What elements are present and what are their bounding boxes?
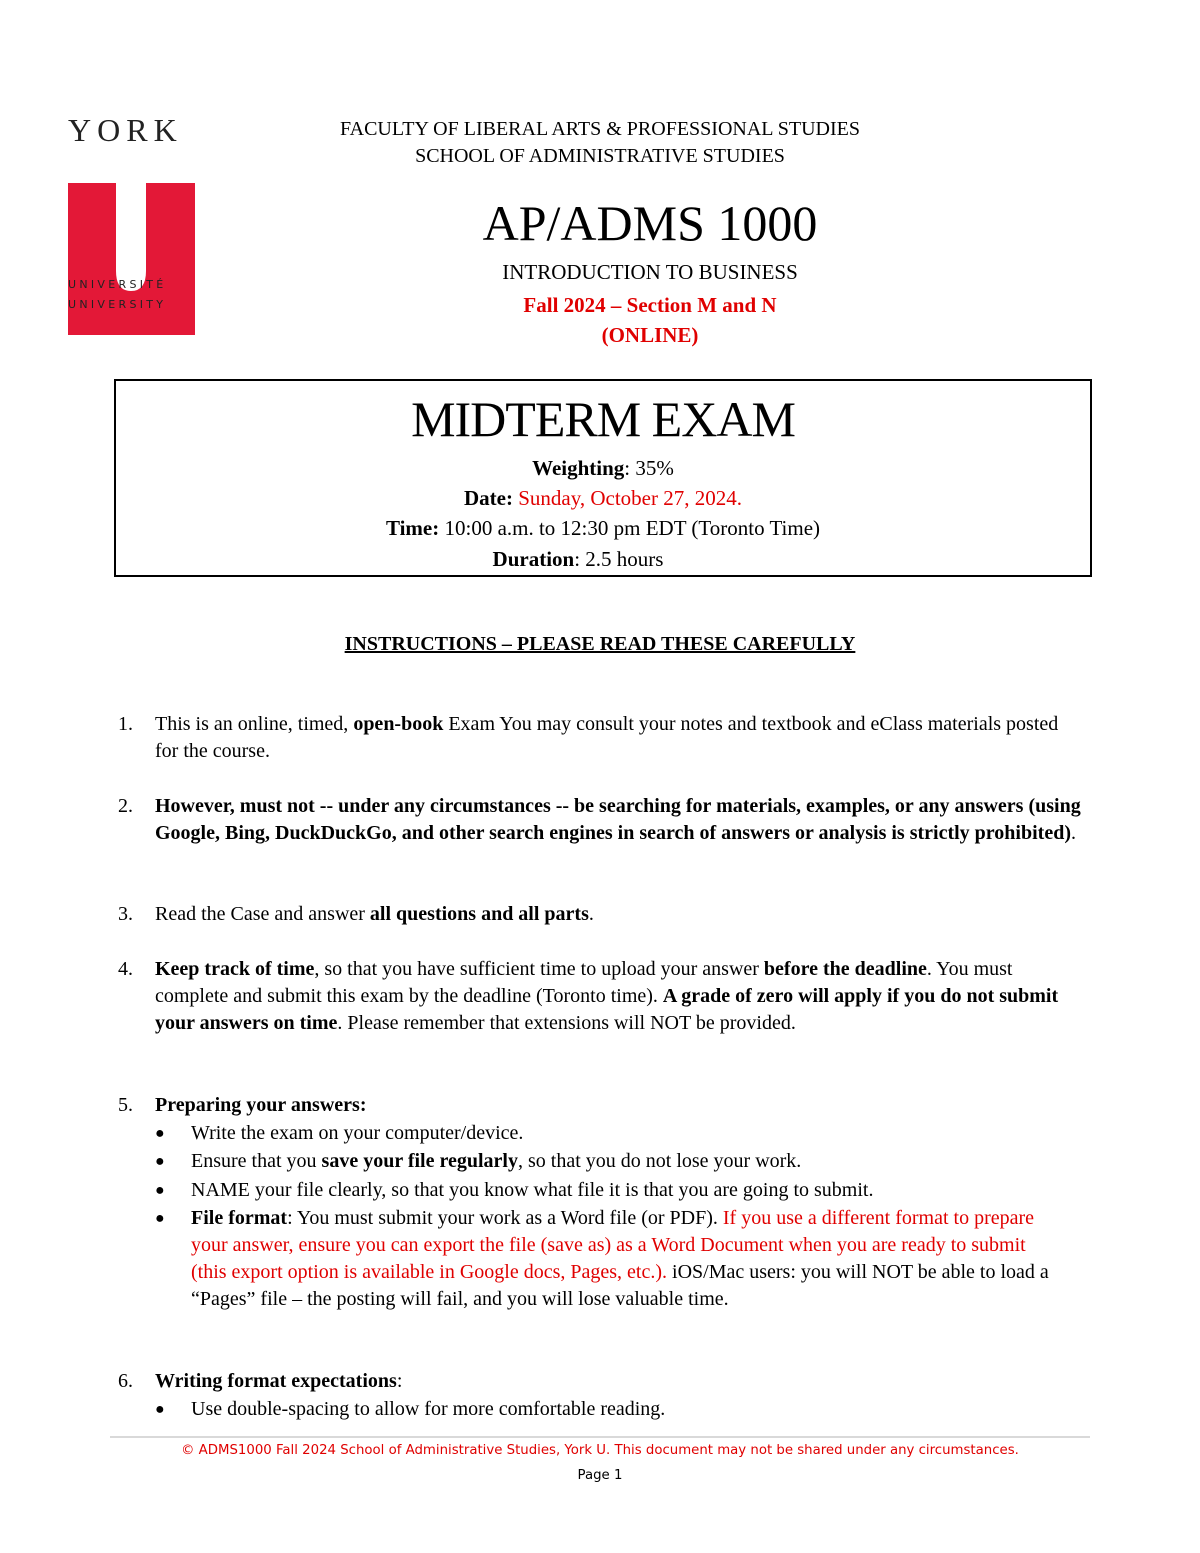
bullet-icon: ●: [155, 1401, 165, 1418]
bullet-text: Write the exam on your computer/device.: [191, 1122, 524, 1144]
faculty-header: [250, 116, 950, 170]
bullet-text: [191, 1148, 1086, 1175]
bullet4-red-text: If you use a different format to prepare your answer, ensure you can export the file (save as) as a Word Document when you are ready to submit (this export option is available in Google docs, Pages, etc.).: [191, 1207, 1035, 1283]
bullet4-text-b: iOS/Mac users: you will NOT be able to load a “Pages” file – the posting will fail, and you will lose valuable time.: [191, 1261, 1049, 1310]
bullet4-text-a: : You must submit your work as a Word file (or PDF).: [287, 1207, 723, 1229]
bullet-icon: ●: [155, 1182, 165, 1199]
item2-text-a: .: [1071, 822, 1076, 844]
item-number: 3.: [118, 903, 133, 925]
item6-title: Writing format expectations: [155, 1370, 397, 1392]
exam-info-box: [114, 379, 1092, 577]
weighting-label: Weighting: [532, 456, 625, 480]
logo-wordmark-university: UNIVERSITY: [68, 298, 167, 311]
duration-value: : 2.5 hours: [574, 547, 664, 571]
bullet4-bold: File format: [191, 1207, 288, 1229]
bullet2-text-a: Ensure that you: [191, 1150, 322, 1172]
date-label: Date:: [463, 486, 513, 510]
item4-bold-b: before the deadline: [763, 958, 927, 980]
item-number: 2.: [118, 795, 133, 817]
item4-text-b: . You must complete and submit this exam by the deadline (Toronto time).: [155, 958, 1013, 1007]
bullet-icon: ●: [155, 1210, 165, 1227]
course-mode: (ONLINE): [601, 323, 699, 347]
instruction-item-4: [118, 956, 1078, 1064]
item4-text-c: . Please remember that extensions will NOT be provided.: [337, 1012, 796, 1034]
york-university-logo: [68, 112, 198, 312]
course-code: AP/ADMS 1000: [482, 195, 818, 251]
bullet-icon: ●: [155, 1125, 165, 1142]
footer-copyright: © ADMS1000 Fall 2024 School of Administrative Studies, York U. This document may not be shared under any circumstances.: [181, 1443, 1019, 1458]
logo-wordmark-universite: UNIVERSITÉ: [68, 278, 167, 291]
bullet2-text-b: , so that you do not lose your work.: [518, 1150, 802, 1172]
item4-bold-c: A grade of zero will apply if you do not submit your answers on time: [155, 985, 1059, 1034]
item-text: [155, 711, 1085, 765]
item-number: 1.: [118, 713, 133, 735]
item1-bold-a: open-book: [353, 713, 444, 735]
item-number: 6.: [118, 1370, 133, 1392]
weighting-value: : 35%: [624, 456, 674, 480]
bullet-icon: ●: [155, 1153, 165, 1170]
item-title: [155, 1092, 1085, 1119]
item4-bold-a: Keep track of time: [155, 958, 315, 980]
time-value: 10:00 a.m. to 12:30 pm EDT (Toronto Time): [439, 516, 821, 540]
logo-u-icon: [68, 147, 195, 371]
item-title: [155, 1368, 1085, 1395]
item-number: 4.: [118, 958, 133, 980]
bullet-text: NAME your file clearly, so that you know what file it is that you are going to submit.: [191, 1179, 874, 1201]
instruction-item-5: [118, 1092, 1078, 1342]
item2-bold-a: However, must not -- under any circumstances -- be searching for materials, examples, or any answers (using Google, Bing, DuckDuckGo, and other search engines in search of answers or analysis is strictly prohibited): [155, 795, 1081, 844]
course-term: Fall 2024 – Section M and N: [523, 293, 777, 317]
duration-label: Duration: [492, 547, 575, 571]
item3-text-b: .: [588, 903, 594, 925]
instructions-heading: INSTRUCTIONS – PLEASE READ THESE CAREFULLY: [344, 633, 856, 655]
instruction-item-1: [118, 711, 1078, 765]
footer-divider: [110, 1436, 1090, 1438]
school-name: SCHOOL OF ADMINISTRATIVE STUDIES: [415, 145, 785, 167]
time-label: Time:: [385, 516, 440, 540]
page-number: Page 1: [577, 1468, 623, 1483]
exam-title: MIDTERM EXAM: [411, 391, 795, 447]
exam-weighting: [116, 453, 1090, 483]
exam-time: [116, 513, 1090, 543]
item-number: 5.: [118, 1094, 133, 1116]
item4-text-a: , so that you have sufficient time to upload your answer: [314, 958, 764, 980]
item1-text-a: This is an online, timed,: [155, 713, 354, 735]
item-text: [155, 901, 1085, 928]
instruction-item-6: [118, 1368, 1078, 1424]
item6-title-suffix: :: [396, 1370, 403, 1392]
instruction-item-2: [118, 793, 1081, 874]
faculty-name: FACULTY OF LIBERAL ARTS & PROFESSIONAL STUDIES: [340, 118, 860, 140]
item-text: [155, 956, 1085, 1037]
item3-bold-a: all questions and all parts: [369, 903, 589, 925]
item5-title: Preparing your answers:: [155, 1094, 367, 1116]
bullet-text: [191, 1205, 1066, 1313]
date-value: Sunday, October 27, 2024.: [512, 486, 742, 510]
item3-text-a: Read the Case and answer: [155, 903, 370, 925]
item-text: [155, 793, 1085, 847]
instruction-item-3: [118, 901, 1078, 928]
logo-wordmark-york: YORK: [68, 112, 183, 148]
course-name: INTRODUCTION TO BUSINESS: [502, 260, 798, 284]
exam-date: [116, 483, 1090, 513]
exam-duration: [91, 544, 1065, 574]
item1-text-b: Exam You may consult your notes and textbook and eClass materials posted for the course.: [155, 713, 1059, 762]
bullet2-bold: save your file regularly: [321, 1150, 518, 1172]
bullet-text: Use double-spacing to allow for more comfortable reading.: [191, 1398, 666, 1420]
